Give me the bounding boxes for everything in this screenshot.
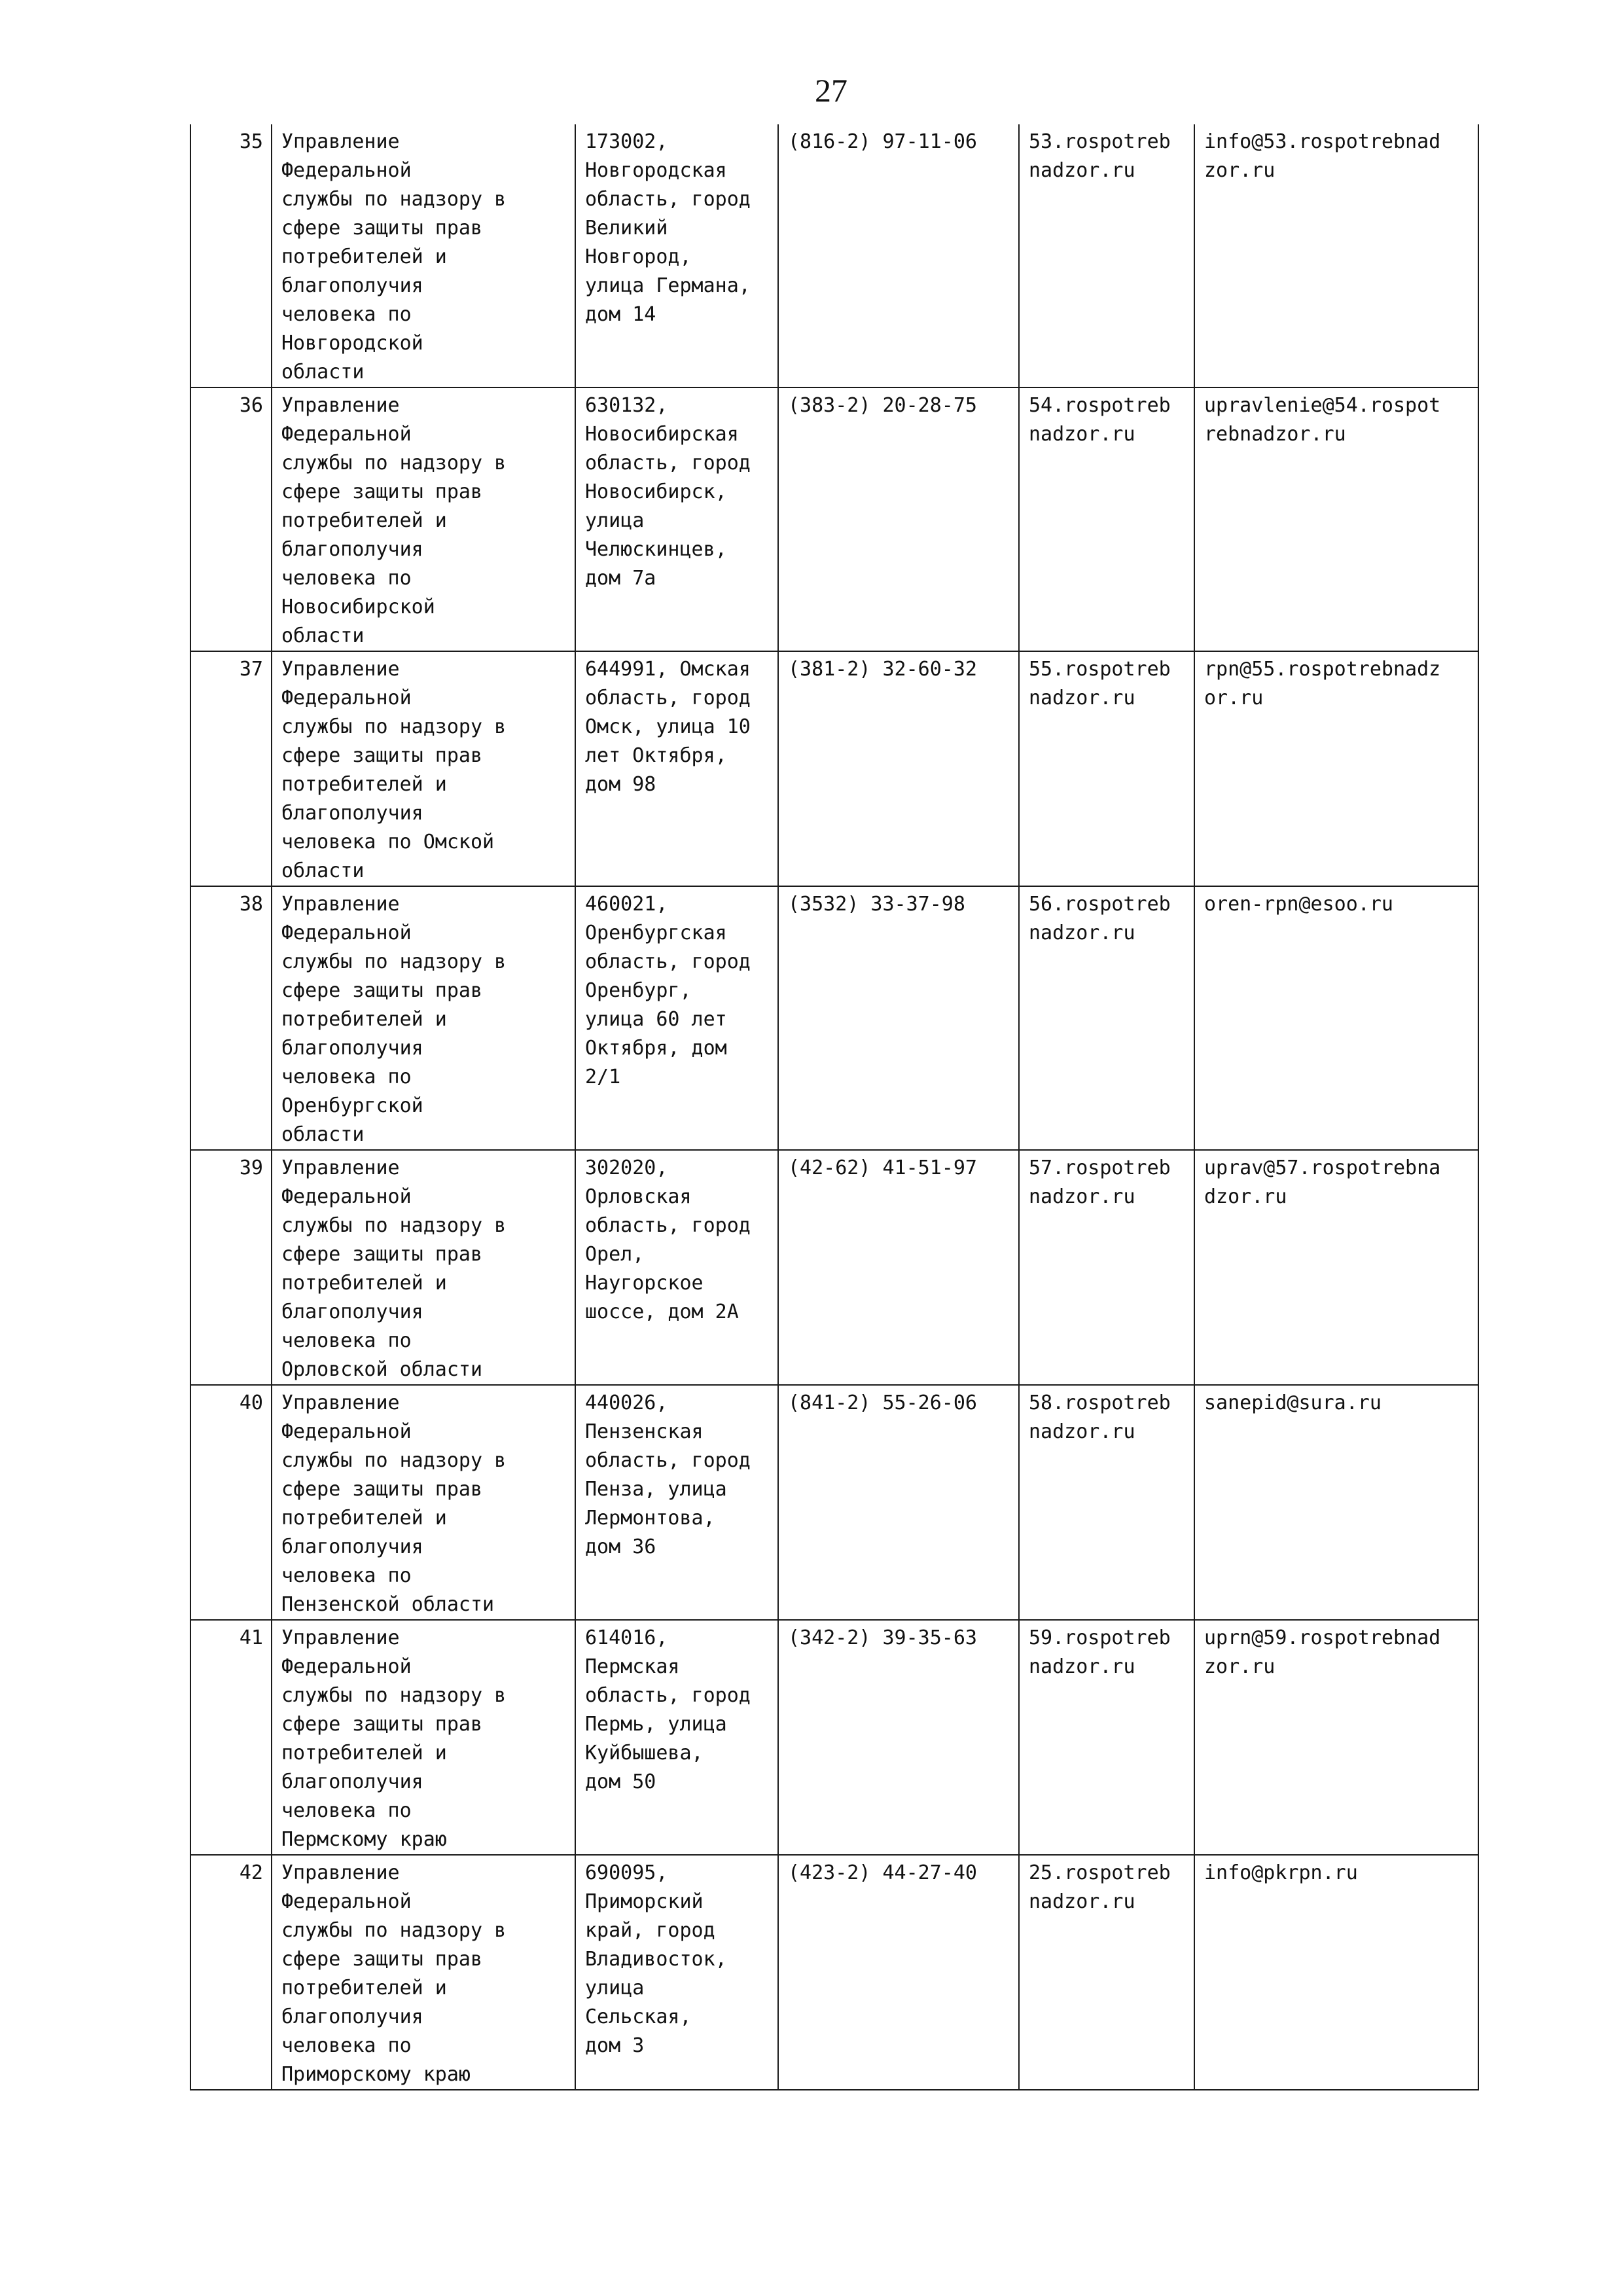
postal-address: 302020, Орловская область, город Орел, Наугорское шоссе, дом 2А [575, 1150, 778, 1385]
postal-address: 690095, Приморский край, город Владивосток, улица Сельская, дом 3 [575, 1855, 778, 2090]
row-number: 42 [190, 1855, 272, 2090]
table-row [190, 1855, 1478, 2090]
agency-name: Управление Федеральной службы по надзору в сфере защиты прав потребителей и благополучия человека по Омской области [272, 651, 575, 886]
agency-name: Управление Федеральной службы по надзору в сфере защиты прав потребителей и благополучия человека по Пермскому краю [272, 1620, 575, 1855]
table-row [190, 1385, 1478, 1620]
table-row [190, 1620, 1478, 1855]
postal-address: 630132, Новосибирская область, город Новосибирск, улица Челюскинцев, дом 7а [575, 387, 778, 651]
agency-name: Управление Федеральной службы по надзору в сфере защиты прав потребителей и благополучия человека по Приморскому краю [272, 1855, 575, 2090]
website: 59.rospotreb nadzor.ru [1019, 1620, 1194, 1855]
postal-address: 460021, Оренбургская область, город Оренбург, улица 60 лет Октября, дом 2/1 [575, 886, 778, 1150]
email-address: sanepid@sura.ru [1194, 1385, 1478, 1620]
row-number: 41 [190, 1620, 272, 1855]
postal-address: 173002, Новгородская область, город Великий Новгород, улица Германа, дом 14 [575, 124, 778, 387]
email-address: upravlenie@54.rospot rebnadzor.ru [1194, 387, 1478, 651]
email-address: uprn@59.rospotrebnad zor.ru [1194, 1620, 1478, 1855]
website: 54.rospotreb nadzor.ru [1019, 387, 1194, 651]
website: 55.rospotreb nadzor.ru [1019, 651, 1194, 886]
table-row [190, 1150, 1478, 1385]
row-number: 35 [190, 124, 272, 387]
table-row [190, 387, 1478, 651]
email-address: rpn@55.rospotrebnadz or.ru [1194, 651, 1478, 886]
phone-number: (42-62) 41-51-97 [778, 1150, 1019, 1385]
email-address: oren-rpn@esoo.ru [1194, 886, 1478, 1150]
email-address: info@53.rospotrebnad zor.ru [1194, 124, 1478, 387]
phone-number: (381-2) 32-60-32 [778, 651, 1019, 886]
phone-number: (841-2) 55-26-06 [778, 1385, 1019, 1620]
email-address: info@pkrpn.ru [1194, 1855, 1478, 2090]
agency-name: Управление Федеральной службы по надзору в сфере защиты прав потребителей и благополучия человека по Орловской области [272, 1150, 575, 1385]
phone-number: (816-2) 97-11-06 [778, 124, 1019, 387]
agency-name: Управление Федеральной службы по надзору в сфере защиты прав потребителей и благополучия человека по Пензенской области [272, 1385, 575, 1620]
table-row [190, 886, 1478, 1150]
rospotrebnadzor-offices-table [190, 124, 1479, 2090]
website: 53.rospotreb nadzor.ru [1019, 124, 1194, 387]
website: 58.rospotreb nadzor.ru [1019, 1385, 1194, 1620]
phone-number: (342-2) 39-35-63 [778, 1620, 1019, 1855]
phone-number: (423-2) 44-27-40 [778, 1855, 1019, 2090]
phone-number: (383-2) 20-28-75 [778, 387, 1019, 651]
agency-name: Управление Федеральной службы по надзору в сфере защиты прав потребителей и благополучия человека по Новосибирской области [272, 387, 575, 651]
row-number: 40 [190, 1385, 272, 1620]
row-number: 38 [190, 886, 272, 1150]
postal-address: 440026, Пензенская область, город Пенза, улица Лермонтова, дом 36 [575, 1385, 778, 1620]
website: 56.rospotreb nadzor.ru [1019, 886, 1194, 1150]
table-row [190, 651, 1478, 886]
row-number: 36 [190, 387, 272, 651]
agency-name: Управление Федеральной службы по надзору в сфере защиты прав потребителей и благополучия человека по Новгородской области [272, 124, 575, 387]
postal-address: 644991, Омская область, город Омск, улица 10 лет Октября, дом 98 [575, 651, 778, 886]
website: 25.rospotreb nadzor.ru [1019, 1855, 1194, 2090]
agency-name: Управление Федеральной службы по надзору в сфере защиты прав потребителей и благополучия человека по Оренбургской области [272, 886, 575, 1150]
row-number: 39 [190, 1150, 272, 1385]
phone-number: (3532) 33-37-98 [778, 886, 1019, 1150]
table-row [190, 124, 1478, 387]
row-number: 37 [190, 651, 272, 886]
website: 57.rospotreb nadzor.ru [1019, 1150, 1194, 1385]
postal-address: 614016, Пермская область, город Пермь, улица Куйбышева, дом 50 [575, 1620, 778, 1855]
page-number: 27 [815, 72, 847, 109]
email-address: uprav@57.rospotrebna dzor.ru [1194, 1150, 1478, 1385]
